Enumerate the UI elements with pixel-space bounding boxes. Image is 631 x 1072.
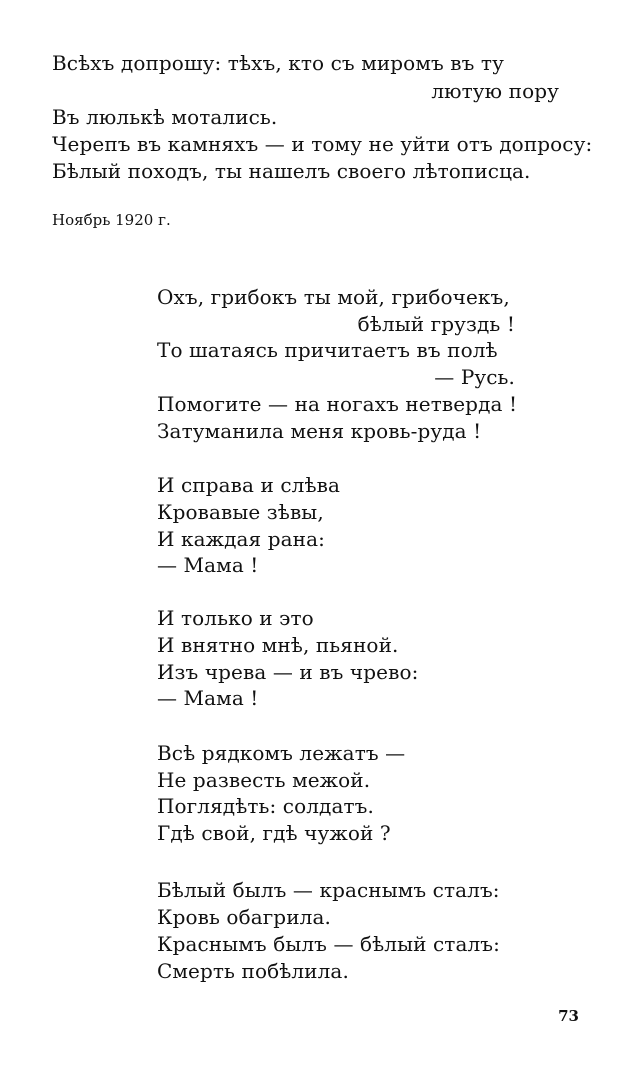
verse-line: И внятно мнѣ, пьяной. [157, 633, 399, 657]
intro-line-1-continuation: лютую пору [431, 79, 559, 103]
verse-line: И каждая рана: [157, 527, 325, 551]
verse-line: То шатаясь причитаетъ въ полѣ [157, 338, 498, 362]
intro-line-1: Всѣхъ допрошу: тѣхъ, кто съ миромъ въ ту [52, 51, 504, 75]
verse-line: Кровь обагрила. [157, 905, 331, 929]
verse-line: Поглядѣть: солдатъ. [157, 794, 374, 818]
poem-date: Ноябрь 1920 г. [52, 211, 171, 229]
verse-line: — Мама ! [157, 553, 259, 577]
verse-line: И справа и слѣва [157, 473, 341, 497]
verse-line: Смерть побѣлила. [157, 959, 349, 983]
verse-line: Бѣлый былъ — краснымъ сталъ: [157, 878, 500, 902]
verse-line: Охъ, грибокъ ты мой, грибочекъ, [157, 285, 510, 309]
verse-line-continuation: — Русь. [434, 365, 515, 389]
intro-line-3: Черепъ въ камняхъ — и тому не уйти отъ допросу: [52, 132, 593, 156]
verse-line: Краснымъ былъ — бѣлый сталъ: [157, 932, 500, 956]
verse-line: Изъ чрева — и въ чрево: [157, 660, 419, 684]
verse-line: Затуманила меня кровь-руда ! [157, 419, 482, 443]
verse-line: Помогите — на ногахъ нетверда ! [157, 392, 518, 416]
verse-line-continuation: бѣлый груздь ! [357, 312, 515, 336]
verse-line: И только и это [157, 606, 314, 630]
verse-line: Не развесть межой. [157, 768, 371, 792]
page-number: 73 [558, 1007, 579, 1025]
intro-line-4: Бѣлый походъ, ты нашелъ своего лѣтописца. [52, 159, 531, 183]
intro-line-2: Въ люлькѣ мотались. [52, 105, 278, 129]
verse-line: Гдѣ свой, гдѣ чужой ? [157, 821, 391, 845]
verse-line: — Мама ! [157, 686, 259, 710]
verse-line: Кровавые зѣвы, [157, 500, 324, 524]
verse-line: Всѣ рядкомъ лежатъ — [157, 741, 406, 765]
